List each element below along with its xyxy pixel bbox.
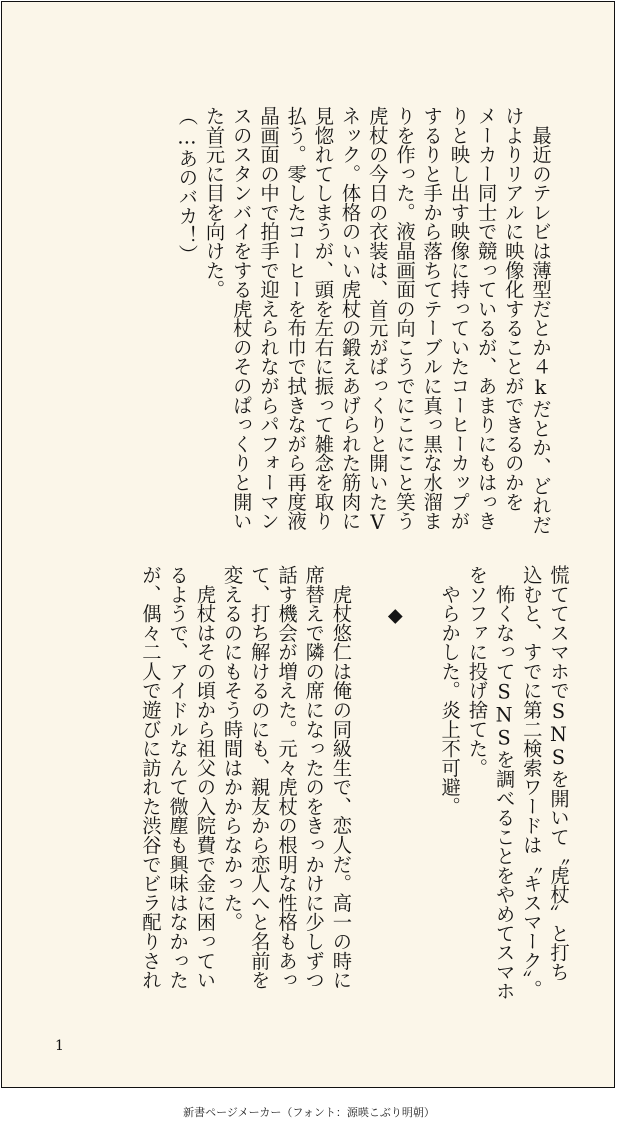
top-text-line: けよりリアルに映像化することができるのかを	[501, 106, 525, 512]
bottom-text-line: 変えるのにもそう時間はかからなかった。	[220, 565, 244, 932]
bottom-text-line: て、打ち解けるのにも、親友から恋人へと名前を	[247, 565, 271, 990]
top-text-line: スのスタンバイをする虎杖のそのぱっくりと開い	[229, 106, 253, 531]
bottom-text-line: 席替えで隣の席になったのをきっかけに少しずつ	[302, 565, 326, 990]
top-text-line: するりと手から落ちてテーブルに真っ黒な水溜ま	[420, 106, 444, 531]
top-text-line: 虎杖の今日の衣装は、首元がぱっくりと開いたV	[365, 106, 389, 535]
bottom-text-line: やらかした。炎上不可避。	[438, 565, 462, 816]
bottom-text-line: 慌ててスマホでSNSを開いて〝虎杖〟と打ち	[547, 565, 570, 982]
page-number: 1	[55, 1038, 64, 1054]
footer-credit: 新書ページメーカー（フォント：源暎こぶり明朝）	[183, 1106, 435, 1119]
bottom-text-line: 込むと、すでに第二検索ワードは〝キスマーク〟。	[519, 565, 543, 1000]
top-text-line: 見惚れてしまうが、頭を左右に振って雑念を取り	[311, 106, 335, 531]
bottom-text-line: 怖くなってSNSを調べることをやめてスマホ	[492, 565, 516, 1001]
top-text-line: ネック。体格のいい虎杖の鍛えあげられた筋肉に	[338, 106, 362, 531]
bottom-text-line: 虎杖はその頃から祖父の入院費で金に困ってい	[193, 565, 217, 990]
bottom-text-line: をソファに投げ捨てた。	[465, 565, 489, 778]
top-text-line: 晶画面の中で拍手で迎えられながらパフォーマン	[256, 106, 280, 531]
bottom-text-line: が、偶々二人で遊びに訪れた渋谷でビラ配りされ	[138, 565, 162, 990]
bottom-text-line: 虎杖悠仁は俺の同級生で、恋人だ。高一の時に	[329, 565, 353, 990]
top-text-line: りを作った。液晶画面の向こうでにこにこと笑う	[392, 106, 416, 531]
book-page	[1, 1, 615, 1088]
top-text-line: 払う。零したコーヒーを布巾で拭きながら再度液	[284, 106, 308, 531]
bottom-text-line: るようで、アイドルなんて微塵も興味はなかった	[166, 565, 190, 990]
top-text-line: メーカー同士で競っているが、あまりにもはっき	[474, 106, 498, 531]
top-text-line: りと映し出す映像に持っていたコーヒーカップが	[447, 106, 471, 531]
bottom-text-line: ◆	[383, 565, 407, 627]
bottom-text-line: 話す機会が増えた。元々虎杖の根明な性格もあっ	[274, 565, 298, 990]
top-text-line: た首元に目を向けた。	[202, 106, 226, 299]
top-text-block	[173, 106, 554, 534]
top-text-line: 最近のテレビは薄型だとか４kだとか、どれだ	[529, 106, 552, 535]
bottom-text-block	[137, 565, 572, 1001]
top-text-line: （…あのバカ！）	[175, 106, 199, 265]
